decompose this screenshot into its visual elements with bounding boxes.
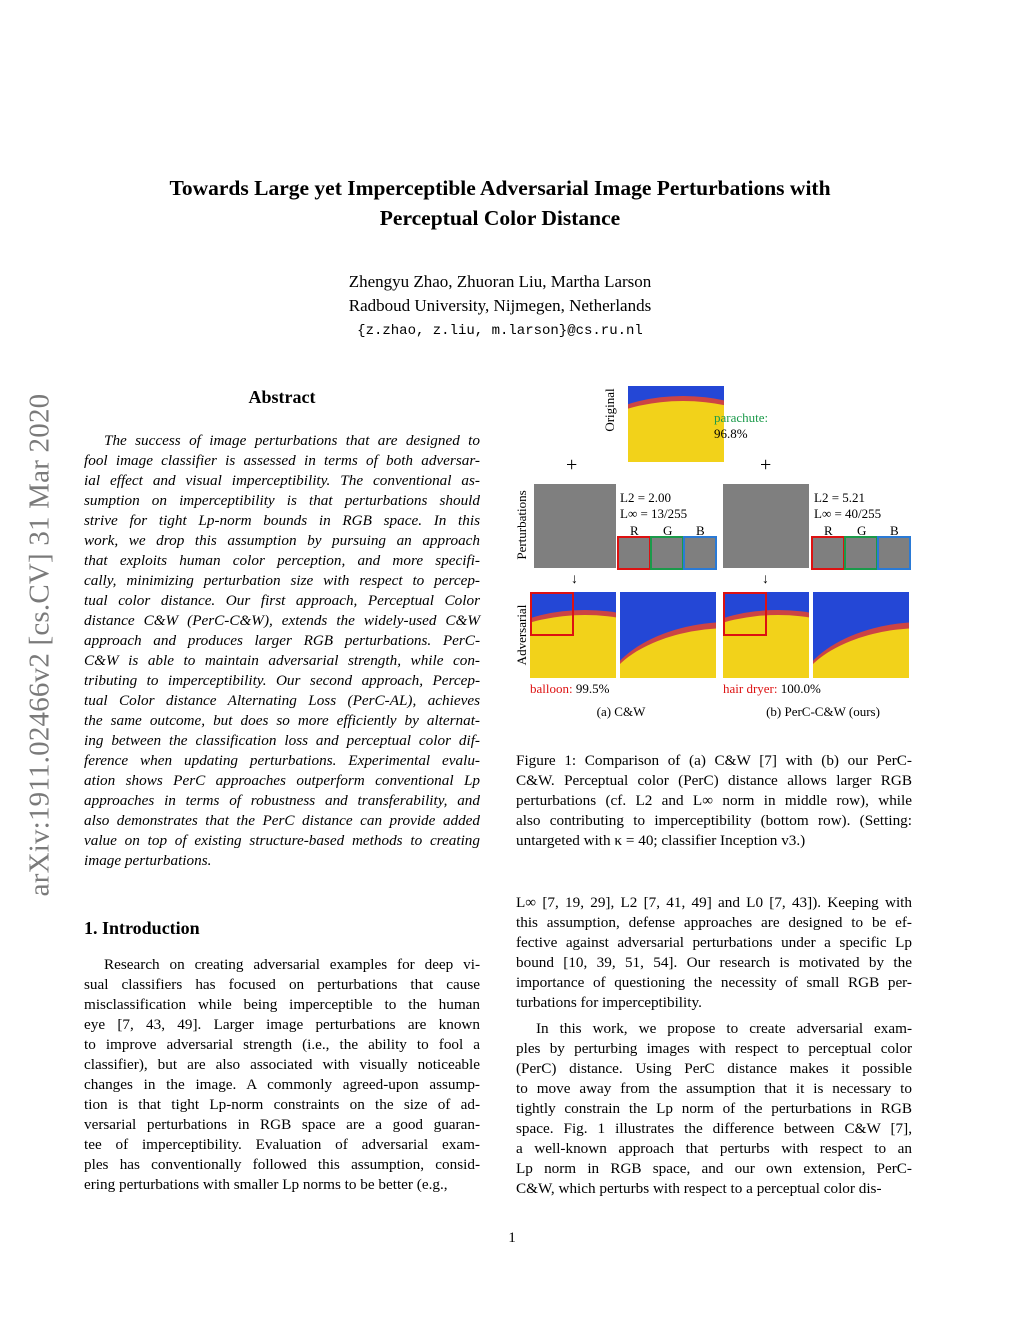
caption-line: C&W. Perceptual color (PerC) distance allows larger RGB bbox=[516, 772, 912, 789]
abstract-body bbox=[84, 431, 480, 871]
intro-line: Research on creating adversarial examples for deep vi- bbox=[104, 956, 480, 973]
left-crop-g bbox=[652, 538, 682, 568]
right-column-line: importance of questioning the necessity of small RGB per- bbox=[516, 974, 912, 991]
right-column-line: bound [10, 39, 51, 54]. Our research is motivated by the bbox=[516, 954, 912, 971]
arrow-left: ↓ bbox=[571, 572, 578, 587]
right-column-body bbox=[516, 893, 912, 1199]
authors: Zhengyu Zhao, Zhuoran Liu, Martha Larson bbox=[348, 272, 652, 291]
left-adversarial-image bbox=[530, 592, 616, 678]
intro-line: ering perturbations with smaller Lp norms to be better (e.g., bbox=[84, 1176, 448, 1193]
intro-line: tion is that tight Lp-norm constraints on the size of ad- bbox=[84, 1096, 480, 1113]
paper-title-line2: Perceptual Color Distance bbox=[379, 206, 621, 230]
abstract-line: tual Color distance Alternating Loss (PerC-AL), achieves bbox=[84, 692, 480, 709]
paper-title-line1: Towards Large yet Imperceptible Adversarial Image Perturbations with bbox=[169, 176, 831, 200]
abstract-line: the same outcome, but does so more efficiently by alternat- bbox=[84, 712, 480, 729]
abstract-line: image perturbations. bbox=[84, 852, 212, 869]
right-column-line: fective against adversarial perturbations under a specific Lp bbox=[516, 934, 912, 951]
abstract-line: ation shows PerC approaches outperform conventional Lp bbox=[84, 772, 480, 789]
caption-line: also contributing to imperceptibility (bottom row). (Setting: bbox=[516, 812, 912, 829]
intro-line: classifier), but are also associated with visually noticeable bbox=[84, 1056, 480, 1073]
abstract-line: work, we drop this assumption by pursuing an approach bbox=[84, 532, 480, 549]
arxiv-id: arXiv:1911.02466v2 [cs.CV] 31 Mar 2020 bbox=[23, 393, 56, 897]
intro-line: ples has conventionally followed this assumption, consid- bbox=[84, 1156, 480, 1173]
abstract-line: strive for tight Lp-norm bounds in RGB space. In this bbox=[84, 512, 480, 529]
intro-line: sual classifiers has focused on perturbations that cause bbox=[84, 976, 480, 993]
intro-line: to improve adversarial strength (i.e., the ability to fool a bbox=[84, 1036, 480, 1053]
right-adversarial-result: hair dryer: 100.0% bbox=[723, 681, 821, 696]
right-l2-value: L2 = 5.21 bbox=[814, 490, 866, 505]
section-heading-introduction: 1. Introduction bbox=[84, 918, 200, 938]
plus-right: + bbox=[760, 454, 772, 476]
abstract-line: also demonstrates that the PerC distance can provide added bbox=[84, 812, 480, 829]
right-column-line: turbations for imperceptibility. bbox=[516, 994, 702, 1011]
left-channel-r: R bbox=[630, 523, 639, 538]
right-column-line: this assumption, defense approaches are designed to be ef- bbox=[516, 914, 912, 931]
right-column-line: C&W, which perturbs with respect to a perceptual color dis- bbox=[516, 1180, 882, 1197]
right-column-line: tightly constrain the Lp norm of the perturbations in RGB bbox=[516, 1100, 912, 1117]
subcaption-b: (b) PerC-C&W (ours) bbox=[766, 704, 880, 719]
original-class-label: parachute: bbox=[714, 410, 769, 425]
abstract-line: C&W is able to maintain adversarial strength, while con- bbox=[84, 652, 480, 669]
right-column-line: Lp norm in RGB space, and our own extension, PerC- bbox=[516, 1160, 912, 1177]
abstract-line: approach and produces larger RGB perturbations. PerC- bbox=[84, 632, 480, 649]
abstract-line: fool image classifier is assessed in terms of both adversar- bbox=[84, 452, 480, 469]
abstract-line: tual color distance. Our first approach, Perceptual Color bbox=[84, 592, 480, 609]
email: {z.zhao, z.liu, m.larson}@cs.ru.nl bbox=[357, 323, 643, 339]
plus-left: + bbox=[566, 454, 578, 476]
right-column-line: space. Fig. 1 illustrates the difference between C&W [7], bbox=[516, 1120, 912, 1137]
abstract-line: distance C&W (PerC-C&W), extends the widely-used C&W bbox=[84, 612, 480, 629]
right-column-line: ples by perturbing images with respect to perceptual color bbox=[516, 1040, 912, 1057]
right-channel-r: R bbox=[824, 523, 833, 538]
abstract-line: that exploits human color perception, and more specifi- bbox=[84, 552, 480, 569]
left-crop-b bbox=[685, 538, 715, 568]
right-crop-b bbox=[879, 538, 909, 568]
abstract-line: ial effect and visual imperceptibility. The conventional as- bbox=[84, 472, 480, 489]
left-l2-value: L2 = 2.00 bbox=[620, 490, 672, 505]
intro-line: eye [7, 43, 49]. Larger image perturbations are known bbox=[84, 1016, 480, 1033]
abstract-line: ference when updating perturbations. Experimental evalu- bbox=[84, 752, 480, 769]
caption-line: Figure 1: Comparison of (a) C&W [7] with (b) our PerC- bbox=[516, 752, 912, 769]
right-column-line: In this work, we propose to create adversarial exam- bbox=[536, 1020, 912, 1037]
left-channel-g: G bbox=[663, 523, 673, 538]
left-adversarial-zoom bbox=[620, 592, 716, 678]
abstract-line: sumption on imperceptibility is that perturbations should bbox=[84, 492, 480, 509]
introduction-body bbox=[84, 955, 480, 1195]
original-confidence: 96.8% bbox=[714, 426, 748, 441]
right-adversarial-image bbox=[723, 592, 809, 678]
abstract-line: value on top of existing structure-based methods to creating bbox=[84, 832, 480, 849]
right-column-line: (PerC) distance. Using PerC distance makes it possible bbox=[516, 1060, 912, 1077]
arrow-right: ↓ bbox=[762, 572, 769, 587]
left-adversarial-result: balloon: 99.5% bbox=[530, 681, 610, 696]
intro-line: misclassification while being imperceptible to the human bbox=[84, 996, 480, 1013]
caption-line: untargeted with κ = 40; classifier Inception v3.) bbox=[516, 832, 806, 849]
right-column-line: to move away from the assumption that it is necessary to bbox=[516, 1080, 912, 1097]
caption-line: perturbations (cf. L2 and L∞ norm in middle row), while bbox=[516, 792, 912, 809]
abstract-line: ing between the classification loss and perceptual color dif- bbox=[84, 732, 480, 749]
intro-line: versarial perturbations in RGB space are a good guaran- bbox=[84, 1116, 480, 1133]
left-crop-r bbox=[619, 538, 649, 568]
right-channel-b: B bbox=[890, 523, 899, 538]
right-crop-r bbox=[813, 538, 843, 568]
intro-line: tee of imperceptibility. Evaluation of adversarial exam- bbox=[84, 1136, 480, 1153]
abstract-line: cally, minimizing perturbation size with respect to percep- bbox=[84, 572, 480, 589]
abstract-line: The success of image perturbations that are designed to bbox=[104, 432, 480, 449]
left-linf-value: L∞ = 13/255 bbox=[620, 506, 688, 521]
page-number: 1 bbox=[508, 1229, 516, 1246]
right-crop-g bbox=[846, 538, 876, 568]
right-column-line: L∞ [7, 19, 29], L2 [7, 41, 49] and L0 [7, 43]). Keeping with bbox=[516, 894, 912, 911]
intro-line: changes in the image. A commonly agreed-upon assump- bbox=[84, 1076, 480, 1093]
original-image bbox=[628, 386, 724, 462]
affiliation: Radboud University, Nijmegen, Netherlands bbox=[348, 296, 652, 315]
abstract-heading: Abstract bbox=[248, 387, 316, 407]
right-linf-value: L∞ = 40/255 bbox=[814, 506, 882, 521]
abstract-line: tributing to imperceptibility. Our second approach, Percep- bbox=[84, 672, 480, 689]
abstract-line: approaches in terms of robustness and transferability, and bbox=[84, 792, 480, 809]
figure-1: Original parachute: 96.8% + + Perturbations L2 = 2.00 L∞ = 13/255 R G B L2 = 5.21 L∞ = 40/255 R G B ↓ ↓ Adversarial balloon: 99.5% hair dryer: 100.0% (a) C&W (b) PerC-C&W (ours) bbox=[516, 380, 912, 725]
right-column-line: a well-known approach that perturbs with respect to an bbox=[516, 1140, 912, 1157]
left-perturbation bbox=[534, 484, 616, 568]
left-channel-b: B bbox=[696, 523, 705, 538]
right-adversarial-zoom bbox=[813, 592, 909, 678]
figure-caption bbox=[516, 751, 912, 851]
right-perturbation bbox=[723, 484, 809, 568]
right-channel-g: G bbox=[857, 523, 867, 538]
subcaption-a: (a) C&W bbox=[596, 704, 646, 719]
